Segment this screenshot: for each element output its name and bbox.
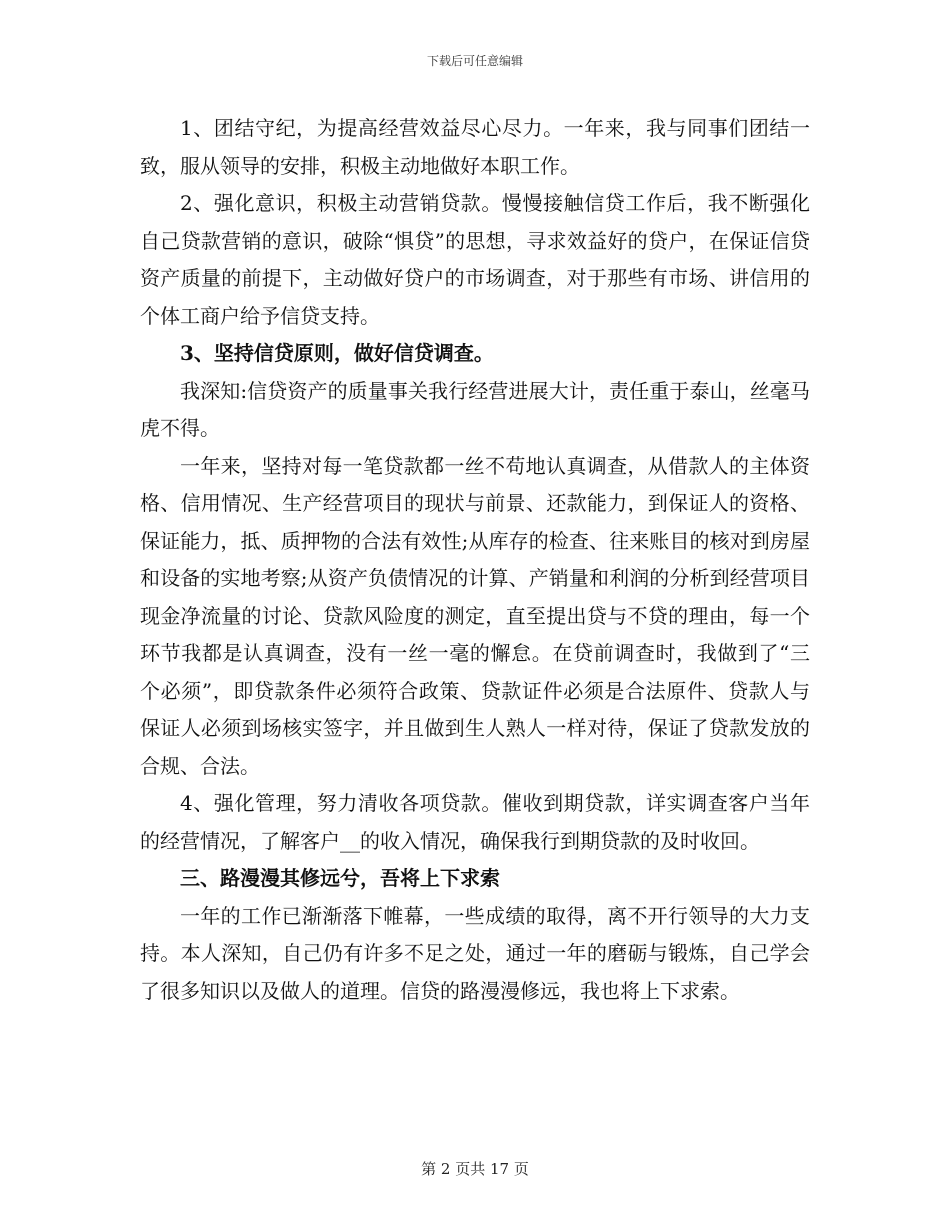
paragraph: 一年的工作已渐渐落下帷幕，一些成绩的取得，离不开行领导的大力支持。本人深知，自己仍有许多不足之处，通过一年的磨砺与锻炼，自己学会了很多知识以及做人的道理。信贷的路漫漫修远，我也将上下求索。	[140, 903, 810, 1003]
paragraph: 4、强化管理，努力清收各项贷款。催收到期贷款，详实调查客户当年的经营情况，了解客户__的收入情况，确保我行到期贷款的及时收回。	[140, 791, 810, 853]
paragraph: 一年来，坚持对每一笔贷款都一丝不苟地认真调查，从借款人的主体资格、信用情况、生产经营项目的现状与前景、还款能力，到保证人的资格、保证能力，抵、质押物的合法有效性;从库存的检查、往来账目的核对到房屋和设备的实地考察;从资产负债情况的计算、产销量和利润的分析到经营项目现金净流量的讨论、贷款风险度的测定，直至提出贷与不贷的理由，每一个环节我都是认真调查，没有一丝一毫的懈怠。在贷前调查时，我做到了“三个必须”，即贷款条件必须符合政策、贷款证件必须是合法原件、贷款人与保证人必须到场核实签字，并且做到生人熟人一样对待，保证了贷款发放的合规、合法。	[140, 453, 810, 778]
page-header: 下载后可任意编辑	[426, 54, 523, 68]
paragraph: 2、强化意识，积极主动营销贷款。慢慢接触信贷工作后，我不断强化自己贷款营销的意识，破除“惧贷”的思想，寻求效益好的贷户，在保证信贷资产质量的前提下，主动做好贷户的市场调查，对于那些有市场、讲信用的个体工商户给予信贷支持。	[140, 191, 810, 328]
section-heading: 三、路漫漫其修远兮，吾将上下求索	[180, 866, 500, 890]
page-number: 第 2 页共 17 页	[421, 1160, 529, 1178]
paragraph: 我深知:信贷资产的质量事关我行经营进展大计，责任重于泰山，丝毫马虎不得。	[140, 378, 810, 440]
section-heading: 3、坚持信贷原则，做好信贷调查。	[180, 341, 494, 365]
paragraph: 1、团结守纪，为提高经营效益尽心尽力。一年来，我与同事们团结一致，服从领导的安排，积极主动地做好本职工作。	[140, 116, 810, 178]
document-body	[140, 110, 810, 1010]
